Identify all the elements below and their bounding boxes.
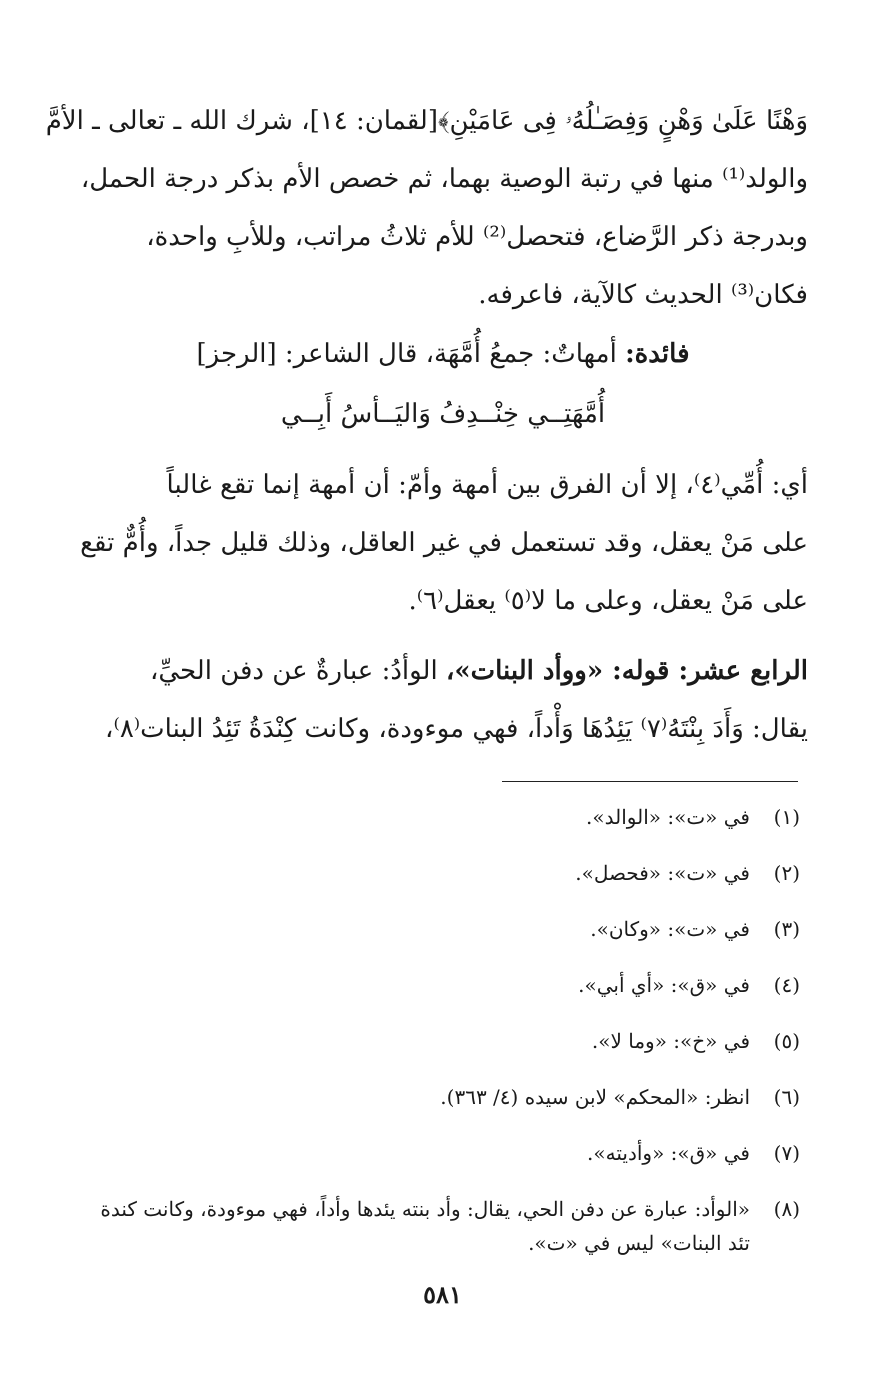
poetry-verse: أُمَّهَتِــي خِنْــدِفُ وَاليَــأسُ أَبِــي: [280, 399, 606, 429]
section-text: الوأدُ: عبارةٌ عن دفن الحيِّ،: [149, 656, 446, 686]
footnote-text: في «خ»: «وما لا».: [591, 1029, 750, 1053]
paragraph-3: [78, 642, 808, 758]
text-line: يقال: وَأَدَ بِنْتَهُ⁽٧⁾ يَئِدُهَا وَأْداً، فهي موءودة، وكانت كِنْدَةُ تَئِدُ البنات⁽٨⁾،: [105, 714, 808, 744]
text-line: [78, 642, 808, 700]
text-line: على مَنْ يعقل، وقد تستعمل في غير العاقل، وذلك قليل جداً، وأُمٌّ تقع: [80, 528, 808, 558]
footnote: [78, 1136, 808, 1170]
section-heading: الرابع عشر: قوله: «ووأد البنات»،: [445, 656, 808, 686]
footnote-text: في «ت»: «الوالد».: [586, 805, 750, 829]
footnote-text: «الوأد: عبارة عن دفن الحي، يقال: وأد بنته يئدها وأداً، فهي موءودة، وكانت كندة تئد البنات» ليس في «ت».: [100, 1197, 750, 1255]
paragraph-1: [45, 92, 808, 324]
text-line: وبدرجة ذكر الرَّضاع، فتحصل⁽²⁾ للأم ثلاثُ مراتب، وللأبِ واحدة،: [146, 222, 808, 252]
faida-line: [78, 324, 808, 384]
paragraph-2: [78, 456, 808, 630]
footnote: [78, 1192, 808, 1260]
footnote: [78, 1080, 808, 1114]
text-line: والولد⁽¹⁾ منها في رتبة الوصية بهما، ثم خصص الأم بذكر درجة الحمل،: [80, 164, 808, 194]
footnote-number: (٨): [773, 1197, 800, 1221]
footnote-number: (١): [773, 805, 800, 829]
footnote-number: (٧): [773, 1141, 800, 1165]
footnote-number: (٦): [773, 1085, 800, 1109]
text-line: وَهْنًا عَلَىٰ وَهْنٍ وَفِصَـٰلُهُۥ فِى عَامَيْنِ﴾[لقمان: ١٤]، شرك الله ـ تعالى ـ الأمَّ: [45, 106, 808, 136]
footnote-text: في «ت»: «وكان».: [590, 917, 750, 941]
main-text: [45, 92, 808, 758]
footnote: [78, 1024, 808, 1058]
footnotes: [78, 800, 808, 1282]
footnote-text: في «ق»: «وأديته».: [587, 1141, 750, 1165]
faida-text: أمهاتٌ: جمعُ أُمَّهَة، قال الشاعر: [الرجز]: [196, 339, 626, 369]
text-line: فكان⁽³⁾ الحديث كالآية، فاعرفه.: [478, 280, 808, 310]
footnote-text: انظر: «المحكم» لابن سيده (٤/ ٣٦٣).: [440, 1085, 750, 1109]
footnote-number: (٢): [773, 861, 800, 885]
footnote-text: في «ت»: «فحصل».: [575, 861, 750, 885]
footnote-number: (٤): [773, 973, 800, 997]
footnote-separator: [502, 781, 798, 782]
footnote: [78, 800, 808, 834]
page-number: ٥٨١: [423, 1280, 462, 1309]
footnote: [78, 968, 808, 1002]
footnote-number: (٣): [773, 917, 800, 941]
faida-label: فائدة:: [625, 339, 690, 369]
text-line: أي: أُمِّي⁽٤⁾، إلا أن الفرق بين أمهة وأمّ: أن أمهة إنما تقع غالباً: [166, 470, 808, 500]
footnote-text: في «ق»: «أي أبي».: [578, 973, 750, 997]
footnote: [78, 856, 808, 890]
footnote-number: (٥): [773, 1029, 800, 1053]
text-line: على مَنْ يعقل، وعلى ما لا⁽٥⁾ يعقل⁽٦⁾.: [408, 586, 808, 616]
footnote: [78, 912, 808, 946]
